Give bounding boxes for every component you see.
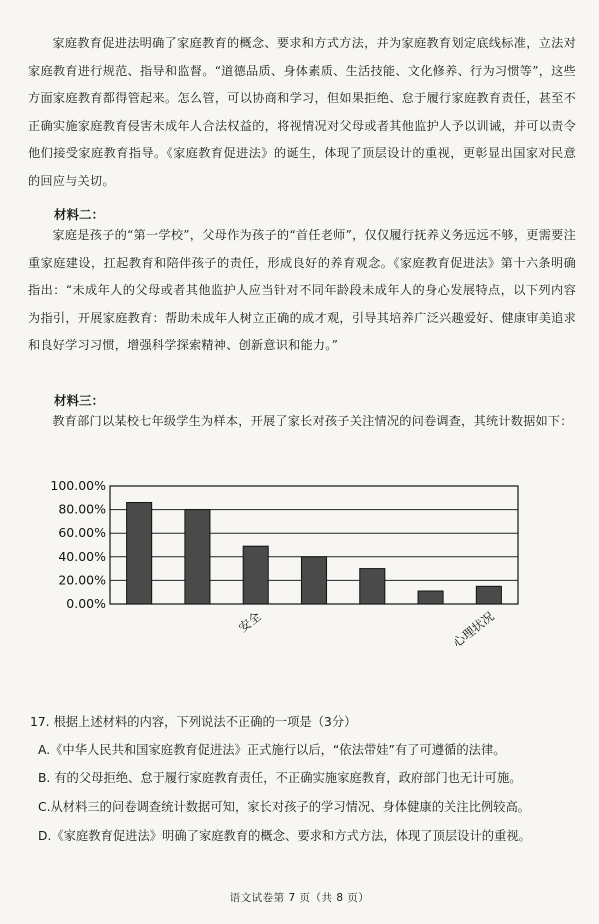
y-tick-label: 100.00%	[50, 478, 106, 493]
chart-bar	[185, 510, 210, 604]
option-c: C.从材料三的问卷调查统计数据可知，家长对孩子的学习情况、身体健康的关注比例较高。	[38, 800, 531, 814]
option-a: A.《中华人民共和国家庭教育促进法》正式施行以后，“依法带娃”有了可遵循的法律。	[38, 743, 506, 757]
y-tick-label: 0.00%	[66, 596, 106, 611]
x-tick-label: 心理状况	[450, 609, 497, 650]
survey-bar-chart	[30, 474, 530, 684]
chart-bar	[243, 546, 268, 604]
chart-bar	[476, 586, 501, 604]
y-tick-label: 60.00%	[58, 525, 106, 541]
option-d: D.《家庭教育促进法》明确了家庭教育的概念、要求和方式方法，体现了顶层设计的重视。	[38, 829, 531, 843]
chart-bar	[418, 591, 443, 604]
chart-bar	[127, 503, 152, 604]
option-b: B. 有的父母拒绝、怠于履行家庭教育责任，不正确实施家庭教育，政府部门也无计可施。	[38, 771, 522, 785]
y-tick-label: 40.00%	[58, 548, 106, 564]
paragraph-1: 家庭教育促进法明确了家庭教育的概念、要求和方式方法，并为家庭教育划定底线标准，立法对家庭教育进行规范、指导和监督。“道德品质、身体素质、生活技能、文化修养、行为习惯等”，这些方面家庭教育都得管起来。怎么管，可以协商和学习，但如果拒绝、怠于履行家庭教育责任，甚至不正确实施家庭教育侵害未成年人合法权益的，将视情况对父母或者其他监护人予以训诫，并可以责令他们接受家庭教育指导。《家庭教育促进法》的诞生，体现了顶层设计的重视，更彰显出国家对民意的回应与关切。	[28, 36, 576, 188]
y-tick-label: 80.00%	[58, 501, 106, 517]
chart-bar	[301, 557, 326, 604]
heading-material-2: 材料二：	[54, 207, 105, 222]
question-stem: 17. 根据上述材料的内容，下列说法不正确的一项是（3分）	[30, 715, 357, 729]
chart-bar	[360, 569, 385, 604]
survey-chart	[30, 474, 530, 684]
x-tick-label: 安全	[236, 609, 264, 636]
page-footer: 语文试卷第 7 页（共 8 页）	[229, 892, 370, 904]
paragraph-3: 教育部门以某校七年级学生为样本，开展了家长对孩子关注情况的问卷调查，其统计数据如下：	[52, 414, 573, 428]
y-tick-label: 20.00%	[58, 572, 106, 588]
paragraph-2: 家庭是孩子的“第一学校”，父母作为孩子的“首任老师”，仅仅履行抚养义务远远不够，更需要注重家庭建设，扛起教育和陪伴孩子的责任，形成良好的养育观念。《家庭教育促进法》第十六条明确指出：“未成年人的父母或者其他监护人应当针对不同年龄段未成年人的身心发展特点，以下列内容为指引，开展家庭教育：帮助未成年人树立正确的成才观，引导其培养广泛兴趣爱好、健康审美追求和良好学习习惯，增强科学探索精神、创新意识和能力。”	[28, 228, 576, 352]
heading-material-3: 材料三：	[54, 393, 105, 408]
